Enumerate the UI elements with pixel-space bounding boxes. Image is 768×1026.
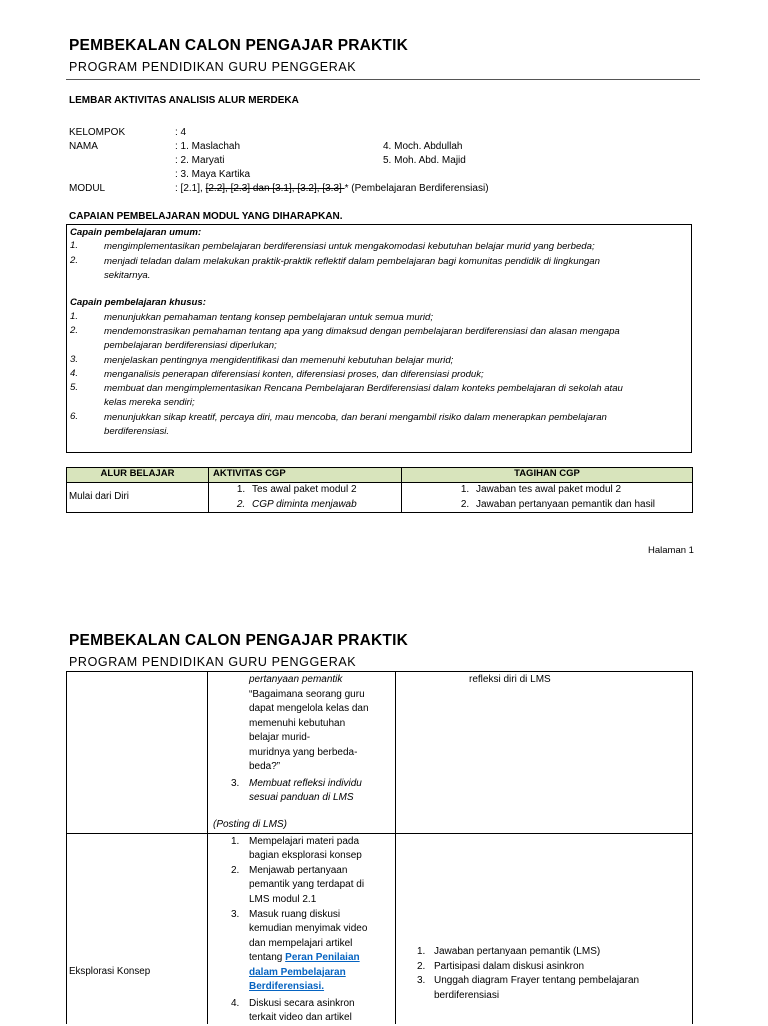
col-divider-1 [207, 671, 208, 1024]
eks-1-l2: bagian eksplorasi konsep [249, 850, 362, 861]
eks-tag-num-2: 2. [417, 961, 426, 972]
umum-item-1: mengimplementasikan pembelajaran berdiferensiasi untuk mengakomodasi kebutuhan belajar murid yang berbeda; [104, 241, 595, 252]
header-aktivitas: AKTIVITAS CGP [209, 468, 402, 483]
cont-line-6: beda?” [249, 761, 281, 772]
khusus-num-1: 1. [70, 311, 79, 322]
cont-tagihan: refleksi diri di LMS [469, 674, 551, 685]
khusus-item-5: membuat dan mengimplementasikan Rencana Pembelajaran Berdiferensiasi dalam konteks pembelajaran di sekolah atau [104, 383, 623, 394]
cont-line-1: “Bagaimana seorang guru [249, 689, 365, 700]
eks-tag-3-cont: berdiferensiasi [434, 990, 500, 1001]
tagihan-list [402, 483, 692, 512]
khusus-item-2: mendemonstrasikan pemahaman tentang apa yang dimaksud dengan pembelajaran berdiferensiasi dan alasan mengapa [104, 326, 620, 337]
table-row [67, 483, 693, 513]
modul-label: MODUL [69, 183, 106, 194]
sheet-title: LEMBAR AKTIVITAS ANALISIS ALUR MERDEKA [69, 95, 299, 106]
tagihan-item-2: 2. Jawaban pertanyaan pemantik dan hasil [472, 498, 692, 513]
eks-2-l3: LMS modul 2.1 [249, 894, 317, 905]
eks-tag-3: Unggah diagram Frayer tentang pembelajaran [434, 975, 640, 986]
aktivitas-item-1: 1. Tes awal paket modul 2 [248, 483, 401, 498]
name-1: : 1. Maslachah [175, 141, 241, 152]
eksplorasi-label: Eksplorasi Konsep [69, 966, 151, 977]
khusus-item-1: menunjukkan pemahaman tentang konsep pembelajaran untuk semua murid; [104, 312, 434, 323]
alur-table [66, 467, 693, 513]
page-title: PEMBEKALAN CALON PENGAJAR PRAKTIK [69, 37, 409, 54]
article-link-1[interactable]: Peran Penilaian [285, 952, 360, 963]
row-tagihan-cell [402, 483, 693, 513]
eks-3-l1: Masuk ruang diskusi [249, 909, 341, 920]
eks-3-l6 [249, 980, 324, 995]
cont-item3-num: 3. [231, 778, 240, 789]
khusus-num-4: 4. [70, 368, 79, 379]
row-divider [66, 833, 693, 834]
kelompok-label: KELOMPOK [69, 127, 126, 138]
khusus-heading: Capain pembelajaran khusus: [70, 297, 206, 308]
row-alur-cell [67, 483, 209, 513]
eks-3-l5 [249, 966, 346, 981]
eks-3-l3: dan mempelajari artikel [249, 938, 353, 949]
eks-tag-num-3: 3. [417, 975, 426, 986]
aktivitas-item-2: 2. CGP diminta menjawab [248, 498, 401, 513]
eks-num-2: 2. [231, 865, 240, 876]
cont-line-3: memenuhi kebutuhan [249, 718, 346, 729]
header-alur: ALUR BELAJAR [67, 468, 209, 483]
eks-tag-1: Jawaban pertanyaan pemantik (LMS) [434, 946, 601, 957]
khusus-item-6: menunjukkan sikap kreatif, percaya diri, mau mencoba, dan berani mengambil risiko dalam menerapkan pembelajaran [104, 412, 607, 423]
capaian-box [66, 224, 692, 453]
posting-note: (Posting di LMS) [213, 819, 287, 830]
umum-num-2: 2. [70, 255, 79, 266]
table-right-border [692, 671, 693, 1024]
row-aktivitas-cell [209, 483, 402, 513]
cont-item3-line1: Membuat refleksi individu [249, 778, 362, 789]
eks-tag-2: Partisipasi dalam diskusi asinkron [434, 961, 585, 972]
umum-item-2-cont: sekitarnya. [104, 270, 151, 281]
header-tagihan: TAGIHAN CGP [402, 468, 693, 483]
modul-struck: [2.2], [2.3] dan [3.1], [3.2], [3.3] [205, 183, 345, 194]
umum-item-2: menjadi teladan dalam melakukan praktik-praktik reflektif dalam pembelajaran bagi komunitas pendidik di lingkungan [104, 256, 600, 267]
page-subtitle: PROGRAM PENDIDIKAN GURU PENGGERAK [69, 60, 357, 74]
cont-line-2: dapat mengelola kelas dan [249, 703, 369, 714]
eks-2-l2: pemantik yang terdapat di [249, 879, 365, 890]
khusus-num-6: 6. [70, 411, 79, 422]
tagihan-item-1: 1. Jawaban tes awal paket modul 2 [472, 483, 692, 498]
page2-title: PEMBEKALAN CALON PENGAJAR PRAKTIK [69, 632, 409, 649]
nama-label: NAMA [69, 141, 98, 152]
khusus-num-5: 5. [70, 382, 79, 393]
page-number: Halaman 1 [648, 545, 694, 556]
eks-4-l2: terkait video dan artikel [249, 1012, 352, 1023]
khusus-item-2-cont: pembelajaran berdiferensiasi diperlukan; [104, 340, 277, 351]
cont-line-0: pertanyaan pemantik [249, 674, 343, 685]
article-link-2[interactable]: dalam Pembelajaran [249, 967, 346, 978]
header-rule [66, 79, 700, 80]
cont-line-5: muridnya yang berbeda- [249, 747, 358, 758]
modul-prefix: : [2.1], [175, 183, 206, 194]
capaian-heading: CAPAIAN PEMBELAJARAN MODUL YANG DIHARAPKAN. [69, 211, 343, 222]
eks-tag-num-1: 1. [417, 946, 426, 957]
eks-num-4: 4. [231, 998, 240, 1009]
name-2: : 2. Maryati [175, 155, 225, 166]
aktivitas-list [209, 483, 401, 512]
eks-2-l1: Menjawab pertanyaan [249, 865, 348, 876]
cont-table [66, 671, 693, 1024]
cont-item3-line2: sesuai panduan di LMS [249, 792, 354, 803]
name-3: : 3. Maya Kartika [175, 169, 251, 180]
eks-4-l1: Diskusi secara asinkron [249, 998, 355, 1009]
kelompok-value: : 4 [175, 127, 187, 138]
modul-suffix: * (Pembelajaran Berdiferensiasi) [344, 183, 489, 194]
khusus-item-6-cont: berdiferensiasi. [104, 426, 170, 437]
name-5: 5. Moh. Abd. Majid [383, 155, 466, 166]
col-divider-2 [395, 671, 396, 1024]
name-4: 4. Moch. Abdullah [383, 141, 463, 152]
umum-heading: Capain pembelajaran umum: [70, 227, 202, 238]
eks-num-3: 3. [231, 909, 240, 920]
tentang-text: tentang [249, 952, 286, 963]
khusus-item-3: menjelaskan pentingnya mengidentifikasi dan memenuhi kebutuhan belajar murid; [104, 355, 454, 366]
khusus-item-4: menganalisis penerapan diferensiasi konten, diferensiasi proses, dan diferensiasi produk; [104, 369, 484, 380]
khusus-item-5-cont: kelas mereka sendiri; [104, 397, 195, 408]
eks-3-l4 [249, 951, 360, 966]
alur-label: Mulai dari Diri [69, 491, 129, 503]
modul-value [175, 182, 489, 196]
eks-1-l1: Mempelajari materi pada [249, 836, 360, 847]
eks-num-1: 1. [231, 836, 240, 847]
khusus-num-2: 2. [70, 325, 79, 336]
article-link-3[interactable]: Berdiferensiasi. [249, 981, 325, 992]
eks-3-l2: kemudian menyimak video [249, 923, 368, 934]
cont-line-4: belajar murid- [249, 732, 311, 743]
khusus-num-3: 3. [70, 354, 79, 365]
page2-subtitle: PROGRAM PENDIDIKAN GURU PENGGERAK [69, 655, 357, 669]
umum-num-1: 1. [70, 240, 79, 251]
